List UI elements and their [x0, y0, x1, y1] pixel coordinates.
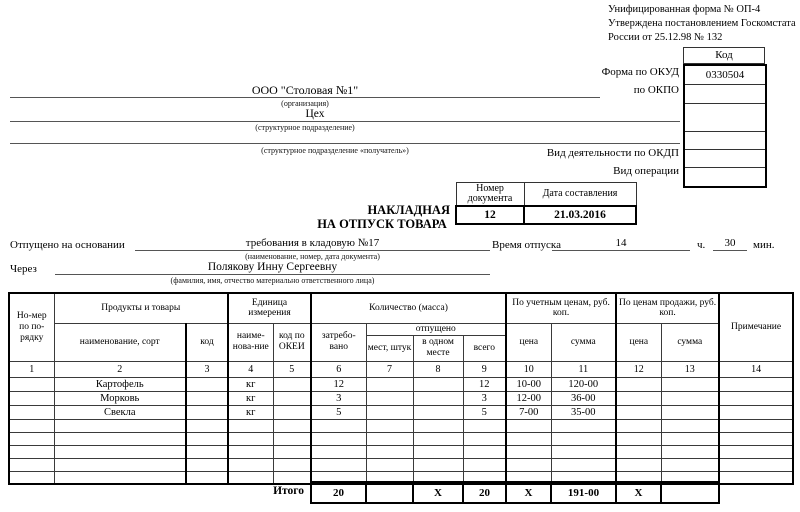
- table-cell: [413, 419, 463, 432]
- doc-number-value: 12: [456, 206, 524, 224]
- table-cell: [9, 405, 54, 419]
- table-cell: [9, 432, 54, 445]
- table-cell: [719, 458, 793, 471]
- header-name-sort: наименование, сорт: [54, 323, 186, 361]
- table-cell: кг: [228, 391, 273, 405]
- table-cell: [616, 377, 661, 391]
- table-cell: [228, 445, 273, 458]
- table-cell: [54, 432, 186, 445]
- table-row: [9, 445, 793, 458]
- column-number: 8: [413, 361, 463, 377]
- column-number: 12: [616, 361, 661, 377]
- column-number: 13: [661, 361, 719, 377]
- header-row-number: Но-мер по по-рядку: [9, 293, 54, 361]
- table-cell: 12: [463, 377, 506, 391]
- header-account-sum: сумма: [551, 323, 616, 361]
- total-cell: 191-00: [551, 482, 616, 503]
- table-cell: [616, 458, 661, 471]
- total-cell: 20: [463, 482, 506, 503]
- document-subtitle: НА ОТПУСК ТОВАРА: [317, 217, 447, 231]
- table-row: [9, 377, 793, 391]
- column-number: 10: [506, 361, 551, 377]
- basis-value: требования в кладовую №17: [135, 234, 490, 251]
- table-cell: 3: [311, 391, 366, 405]
- okdp-label: Вид деятельности по ОКДП: [546, 147, 679, 159]
- table-cell: [273, 405, 311, 419]
- table-cell: [719, 377, 793, 391]
- table-cell: 5: [463, 405, 506, 419]
- okud-value: 0330504: [705, 69, 745, 81]
- header-qty-group: Количество (масса): [311, 293, 506, 323]
- header-account-price: цена: [506, 323, 551, 361]
- table-cell: [616, 405, 661, 419]
- header-unit-name: наиме-нова-ние: [228, 323, 273, 361]
- header-released: отпущено: [366, 323, 506, 335]
- goods-table: [8, 292, 794, 485]
- table-cell: [366, 405, 413, 419]
- goods-table-body: [9, 361, 793, 484]
- operation-value: [685, 167, 765, 186]
- table-cell: [719, 391, 793, 405]
- table-cell: [413, 405, 463, 419]
- department-caption: (структурное подразделение): [255, 123, 355, 132]
- header-note: Примечание: [719, 293, 793, 361]
- table-cell: [366, 458, 413, 471]
- okud-label: Форма по ОКУД: [601, 66, 679, 78]
- table-cell: [719, 419, 793, 432]
- empty-code-cell: [685, 131, 765, 149]
- column-number: 6: [311, 361, 366, 377]
- column-number: 3: [186, 361, 228, 377]
- organization-line: [10, 97, 600, 98]
- table-cell: [186, 432, 228, 445]
- basis-caption: (наименование, номер, дата документа): [245, 252, 380, 261]
- table-cell: 3: [463, 391, 506, 405]
- table-cell: [366, 377, 413, 391]
- column-number: 5: [273, 361, 311, 377]
- table-cell: [366, 432, 413, 445]
- column-numbers-row: [9, 361, 793, 377]
- table-cell: [186, 445, 228, 458]
- header-sale-price-group: По ценам продажи, руб. коп.: [616, 293, 719, 323]
- header-sale-sum: сумма: [661, 323, 719, 361]
- table-cell: [273, 445, 311, 458]
- table-cell: [273, 432, 311, 445]
- table-cell: [719, 405, 793, 419]
- table-cell: [413, 377, 463, 391]
- document-title: НАКЛАДНАЯ: [367, 203, 450, 217]
- release-time-minutes: 30: [713, 234, 747, 251]
- approval-line: Утверждена постановлением Госкомстата: [608, 18, 796, 29]
- table-cell: кг: [228, 405, 273, 419]
- table-cell: [661, 377, 719, 391]
- table-cell: [551, 445, 616, 458]
- table-cell: [463, 432, 506, 445]
- table-cell: [186, 377, 228, 391]
- table-cell: [616, 391, 661, 405]
- table-cell: [413, 391, 463, 405]
- table-cell: [54, 419, 186, 432]
- table-cell: [228, 419, 273, 432]
- column-number: 11: [551, 361, 616, 377]
- minutes-unit-label: мин.: [753, 239, 775, 251]
- header-per-place: в одном месте: [413, 335, 463, 361]
- table-row: [9, 391, 793, 405]
- code-column-header: Код: [683, 47, 765, 64]
- header-requested: затребо-вано: [311, 323, 366, 361]
- receiver-line: [10, 143, 680, 144]
- table-cell: [9, 445, 54, 458]
- doc-date-value: 21.03.2016: [524, 206, 636, 224]
- table-cell: Морковь: [54, 391, 186, 405]
- table-cell: [311, 432, 366, 445]
- table-cell: [273, 377, 311, 391]
- table-cell: 5: [311, 405, 366, 419]
- table-cell: [506, 419, 551, 432]
- table-cell: [366, 445, 413, 458]
- table-cell: [551, 432, 616, 445]
- header-total-qty: всего: [463, 335, 506, 361]
- table-row: [9, 405, 793, 419]
- header-unit-group: Единица измерения: [228, 293, 311, 323]
- through-caption: (фамилия, имя, отчество материально ответственного лица): [170, 276, 375, 285]
- okdp-value: [685, 149, 765, 167]
- through-value: Полякову Инну Сергеевну: [55, 258, 490, 275]
- table-cell: [9, 391, 54, 405]
- total-cell: X: [413, 482, 463, 503]
- table-cell: 7-00: [506, 405, 551, 419]
- total-cell: X: [506, 482, 551, 503]
- table-cell: [506, 445, 551, 458]
- table-cell: [551, 419, 616, 432]
- table-cell: [413, 445, 463, 458]
- table-cell: [9, 377, 54, 391]
- table-cell: [311, 458, 366, 471]
- table-cell: [661, 445, 719, 458]
- organization-name: ООО "Столовая №1": [251, 83, 359, 97]
- total-cell: 20: [311, 482, 366, 503]
- header-code: код: [186, 323, 228, 361]
- table-cell: [54, 445, 186, 458]
- table-cell: [273, 391, 311, 405]
- hours-unit-label: ч.: [697, 239, 706, 251]
- total-cells-row: [311, 482, 719, 503]
- table-cell: [366, 419, 413, 432]
- table-cell: [463, 419, 506, 432]
- table-cell: 12: [311, 377, 366, 391]
- operation-label: Вид операции: [613, 165, 679, 177]
- table-cell: [228, 432, 273, 445]
- table-cell: 36-00: [551, 391, 616, 405]
- table-cell: Картофель: [54, 377, 186, 391]
- table-cell: [719, 471, 793, 484]
- table-cell: [9, 419, 54, 432]
- table-cell: [186, 391, 228, 405]
- header-products-group: Продукты и товары: [54, 293, 228, 323]
- column-number: 1: [9, 361, 54, 377]
- basis-label: Отпущено на основании: [10, 239, 125, 251]
- table-cell: [506, 458, 551, 471]
- table-cell: [273, 458, 311, 471]
- table-cell: [616, 445, 661, 458]
- okpo-label: по ОКПО: [633, 84, 679, 96]
- table-cell: [661, 405, 719, 419]
- header-sale-price: цена: [616, 323, 661, 361]
- table-cell: 120-00: [551, 377, 616, 391]
- table-cell: [311, 419, 366, 432]
- empty-code-cell: [685, 103, 765, 131]
- total-row: [310, 481, 720, 504]
- table-cell: [551, 458, 616, 471]
- approval-block: [608, 3, 796, 45]
- table-cell: Свекла: [54, 405, 186, 419]
- approval-line: России от 25.12.98 № 132: [608, 32, 723, 43]
- column-number: 2: [54, 361, 186, 377]
- organization-caption: (организация): [281, 99, 329, 108]
- table-cell: [413, 458, 463, 471]
- table-row: [9, 432, 793, 445]
- table-cell: 35-00: [551, 405, 616, 419]
- table-cell: [9, 458, 54, 471]
- table-cell: [661, 419, 719, 432]
- table-cell: [661, 432, 719, 445]
- column-number: 9: [463, 361, 506, 377]
- total-cell: X: [616, 482, 661, 503]
- column-number: 14: [719, 361, 793, 377]
- receiver-caption: (структурное подразделение «получатель»): [261, 146, 409, 155]
- code-column: [683, 64, 767, 188]
- release-time-label: Время отпуска: [492, 239, 561, 251]
- table-cell: [186, 419, 228, 432]
- doc-number-table: [455, 182, 637, 225]
- table-cell: [661, 391, 719, 405]
- approval-line: Унифицированная форма № ОП-4: [608, 4, 761, 15]
- header-places: мест, штук: [366, 335, 413, 361]
- total-cell: [661, 482, 719, 503]
- table-cell: [616, 419, 661, 432]
- table-cell: [719, 445, 793, 458]
- table-cell: 10-00: [506, 377, 551, 391]
- table-cell: [228, 458, 273, 471]
- total-cell: [366, 482, 413, 503]
- table-cell: [311, 445, 366, 458]
- doc-date-header: Дата составления: [524, 183, 636, 207]
- doc-number-header: Номер документа: [456, 183, 524, 207]
- release-time-hours: 14: [552, 234, 690, 251]
- table-row: [9, 419, 793, 432]
- table-cell: [463, 458, 506, 471]
- header-account-price-group: По учетным ценам, руб. коп.: [506, 293, 616, 323]
- table-cell: [186, 405, 228, 419]
- header-unit-code: код по ОКЕИ: [273, 323, 311, 361]
- through-label: Через: [10, 263, 37, 275]
- table-cell: [413, 432, 463, 445]
- column-number: 7: [366, 361, 413, 377]
- table-cell: [719, 432, 793, 445]
- table-cell: [366, 391, 413, 405]
- department-name: Цех: [305, 108, 325, 120]
- table-cell: [616, 432, 661, 445]
- table-cell: [273, 419, 311, 432]
- table-cell: [506, 432, 551, 445]
- table-row: [9, 458, 793, 471]
- table-cell: 12-00: [506, 391, 551, 405]
- department-line: [10, 121, 680, 122]
- table-cell: [54, 458, 186, 471]
- table-cell: [186, 458, 228, 471]
- total-label: Итого: [273, 485, 304, 497]
- table-cell: кг: [228, 377, 273, 391]
- okpo-value: [685, 84, 765, 103]
- table-cell: [463, 445, 506, 458]
- table-cell: [661, 458, 719, 471]
- column-number: 4: [228, 361, 273, 377]
